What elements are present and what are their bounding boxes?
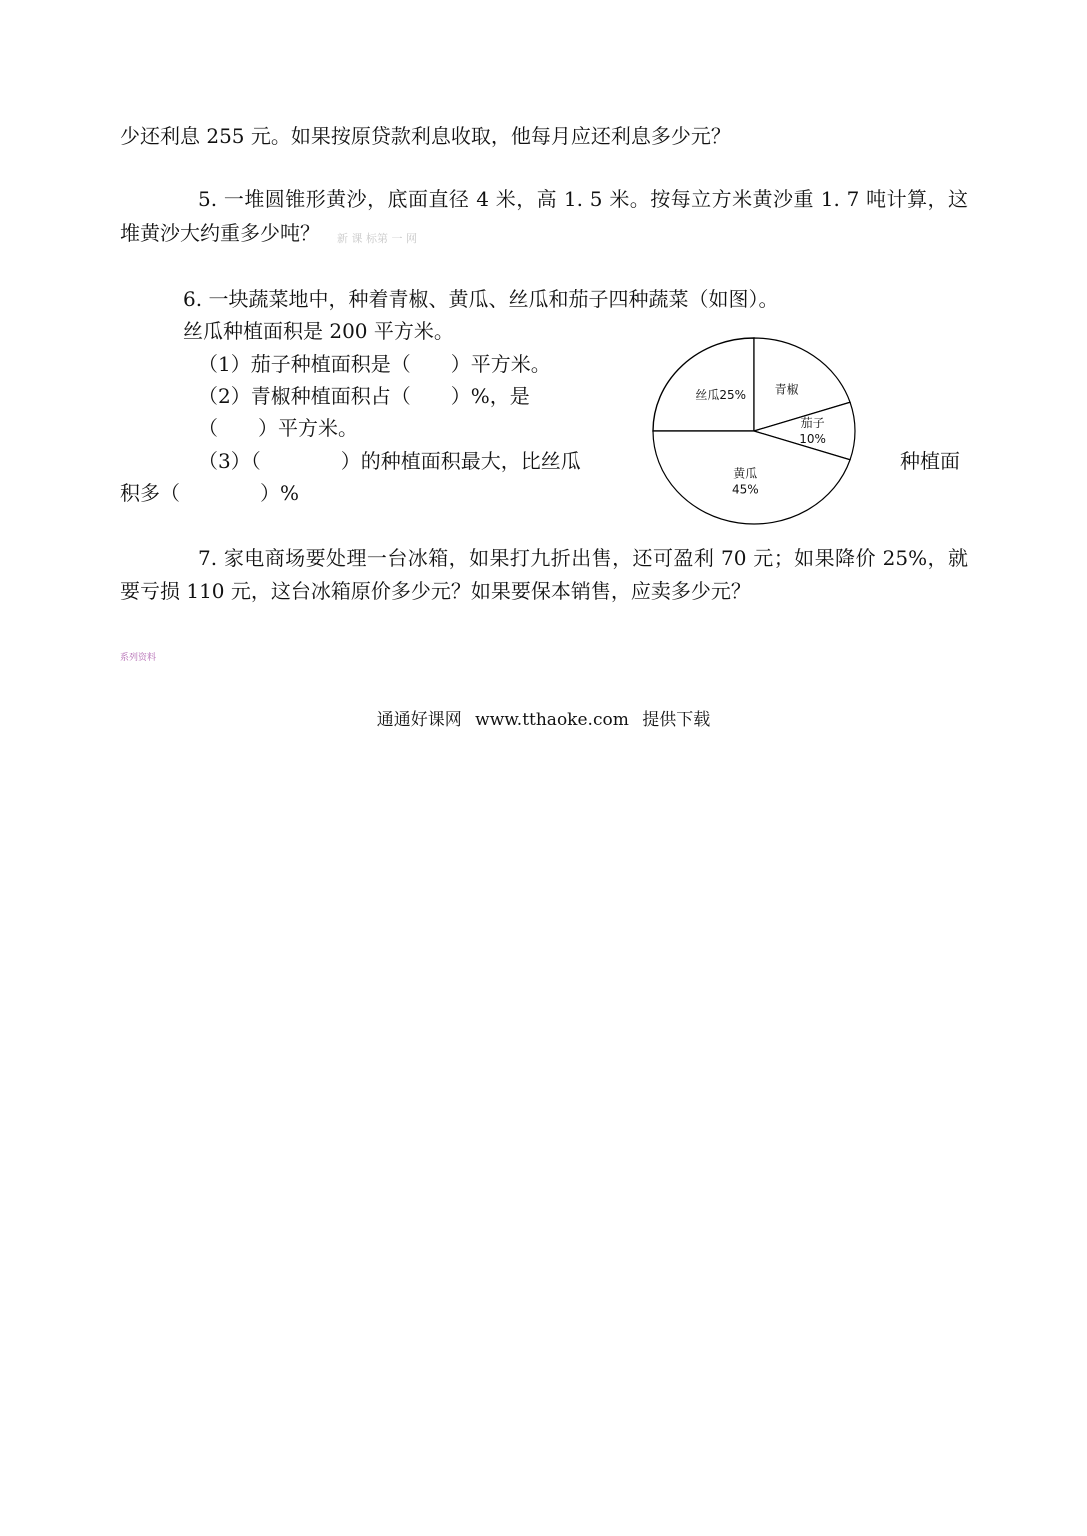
q6-line-1: 6. 一块蔬菜地中，种着青椒、黄瓜、丝瓜和茄子四种蔬菜（如图）。 bbox=[183, 287, 779, 311]
pie-label-1: 丝瓜25% bbox=[695, 387, 747, 402]
vegetable-pie-chart bbox=[650, 333, 860, 529]
q4-continuation: 少还利息 255 元。如果按原贷款利息收取，他每月应还利息多少元？ bbox=[120, 124, 731, 148]
page-footer bbox=[0, 708, 1087, 732]
q6-part-2: （2）青椒种植面积占（ ）%，是 bbox=[198, 384, 530, 408]
pie-slice-1 bbox=[653, 338, 754, 431]
q7-line-1: 7. 家电商场要处理一台冰箱，如果打九折出售，还可盈利 70 元；如果降价 25%，就 bbox=[198, 546, 968, 570]
q6-part-1: （1）茄子种植面积是（ ）平方米。 bbox=[198, 352, 551, 376]
q6-part-3-tail: 种植面 bbox=[900, 449, 960, 473]
q7-line-2: 要亏损 110 元，这台冰箱原价多少元？如果要保本销售，应卖多少元？ bbox=[120, 579, 751, 603]
footer-url: www.tthaoke.com bbox=[475, 710, 629, 730]
footer-site-name: 通通好课网 bbox=[376, 710, 462, 730]
watermark-text: 新 课 标第 一 网 bbox=[337, 232, 417, 245]
q6-part-3: （3）（ ）的种植面积最大，比丝瓜 bbox=[198, 449, 581, 473]
watermark-series: 系列资料 bbox=[120, 653, 157, 663]
q6-part-3-cont: 积多（ ）% bbox=[120, 481, 300, 505]
footer-suffix: 提供下载 bbox=[642, 710, 711, 730]
q6-part-2-cont: （ ）平方米。 bbox=[198, 416, 358, 440]
q5-line-2: 堆黄沙大约重多少吨？ bbox=[120, 221, 320, 245]
pie-label-3: 茄子 10% bbox=[799, 416, 826, 446]
q6-line-2: 丝瓜种植面积是 200 平方米。 bbox=[183, 319, 454, 343]
q5-line-1: 5. 一堆圆锥形黄沙，底面直径 4 米，高 1. 5 米。按每立方米黄沙重 1. 7 吨计算，这 bbox=[198, 187, 968, 211]
pie-label-4: 黄瓜 45% bbox=[731, 466, 759, 497]
pie-label-2: 青椒 bbox=[774, 382, 799, 397]
